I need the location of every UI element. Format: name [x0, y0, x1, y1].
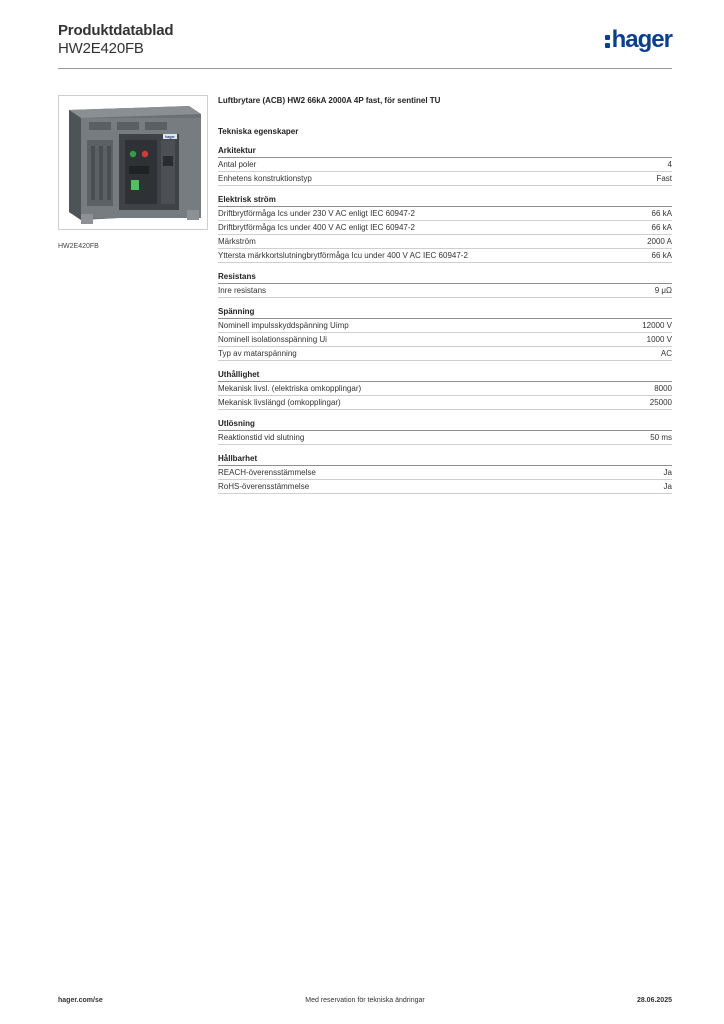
spec-label: REACH-överensstämmelse — [218, 468, 316, 477]
footer-disclaimer: Med reservation för tekniska ändringar — [305, 997, 425, 1004]
spec-label: RoHS-överensstämmelse — [218, 482, 310, 491]
image-brand-label: hager — [165, 135, 175, 139]
spec-value: AC — [660, 349, 672, 358]
spec-row — [218, 382, 672, 396]
spec-label: Märkström — [218, 237, 256, 246]
spec-groups — [218, 146, 672, 494]
spec-group — [218, 146, 672, 186]
spec-row — [218, 396, 672, 410]
spec-value: 12000 V — [642, 321, 672, 330]
spec-group-title: Uthållighet — [218, 370, 672, 382]
product-description: Luftbrytare (ACB) HW2 66kA 2000A 4P fast, för sentinel TU — [218, 96, 441, 105]
spec-group-title: Arkitektur — [218, 146, 672, 158]
spec-row — [218, 347, 672, 361]
spec-row — [218, 158, 672, 172]
page-header — [58, 22, 672, 68]
spec-row — [218, 207, 672, 221]
spec-group — [218, 272, 672, 298]
spec-value: 66 kA — [651, 209, 672, 218]
spec-value: 9 μΩ — [654, 286, 672, 295]
spec-label: Driftbrytförmåga Ics under 400 V AC enligt IEC 60947-2 — [218, 223, 415, 232]
logo-text: hager — [611, 26, 672, 53]
spec-row — [218, 431, 672, 445]
hager-logo — [605, 28, 672, 52]
technical-properties-heading: Tekniska egenskaper — [218, 127, 299, 136]
spec-value: 66 kA — [651, 251, 672, 260]
spec-row — [218, 172, 672, 186]
product-image — [58, 95, 208, 230]
spec-label: Yttersta märkkortslutningbrytförmåga Icu under 400 V AC IEC 60947-2 — [218, 251, 468, 260]
spec-row — [218, 284, 672, 298]
spec-group — [218, 195, 672, 263]
spec-value: 8000 — [654, 384, 672, 393]
spec-value: 1000 V — [646, 335, 672, 344]
spec-value: 66 kA — [651, 223, 672, 232]
spec-group-title: Utlösning — [218, 419, 672, 431]
spec-group-title: Elektrisk ström — [218, 195, 672, 207]
spec-value: Ja — [663, 482, 672, 491]
spec-value: Ja — [663, 468, 672, 477]
spec-row — [218, 249, 672, 263]
spec-value: 50 ms — [650, 433, 672, 442]
spec-label: Antal poler — [218, 160, 257, 169]
spec-label: Enhetens konstruktionstyp — [218, 174, 312, 183]
spec-group-title: Resistans — [218, 272, 672, 284]
spec-value: 25000 — [649, 398, 672, 407]
spec-group — [218, 419, 672, 445]
spec-group-title: Hållbarhet — [218, 454, 672, 466]
specification-content — [218, 96, 672, 503]
spec-row — [218, 466, 672, 480]
spec-group-title: Spänning — [218, 307, 672, 319]
spec-row — [218, 235, 672, 249]
spec-group — [218, 307, 672, 361]
spec-value: Fast — [656, 174, 672, 183]
spec-row — [218, 221, 672, 235]
header-divider — [58, 68, 672, 69]
spec-group — [218, 370, 672, 410]
spec-row — [218, 333, 672, 347]
footer-date: 28.06.2025 — [636, 997, 672, 1004]
spec-group — [218, 454, 672, 494]
spec-label: Inre resistans — [218, 286, 267, 295]
spec-row — [218, 319, 672, 333]
spec-label: Typ av matarspänning — [218, 349, 297, 358]
spec-value: 2000 A — [647, 237, 672, 246]
spec-label: Nominell isolationsspänning Ui — [218, 335, 327, 344]
footer-website: hager.com/se — [58, 997, 103, 1004]
document-subtitle: HW2E420FB — [58, 40, 144, 57]
spec-label: Reaktionstid vid slutning — [218, 433, 305, 442]
spec-label: Mekanisk livsl. (elektriska omkopplingar) — [218, 384, 362, 393]
image-caption: HW2E420FB — [58, 243, 99, 250]
logo-dots-icon — [605, 35, 610, 48]
spec-label: Driftbrytförmåga Ics under 230 V AC enligt IEC 60947-2 — [218, 209, 415, 218]
spec-row — [218, 480, 672, 494]
spec-value: 4 — [667, 160, 672, 169]
spec-label: Nominell impulsskyddspänning Uimp — [218, 321, 349, 330]
air-circuit-breaker-illustration — [59, 96, 208, 230]
spec-label: Mekanisk livslängd (omkopplingar) — [218, 398, 341, 407]
document-title: Produktdatablad — [58, 22, 174, 39]
